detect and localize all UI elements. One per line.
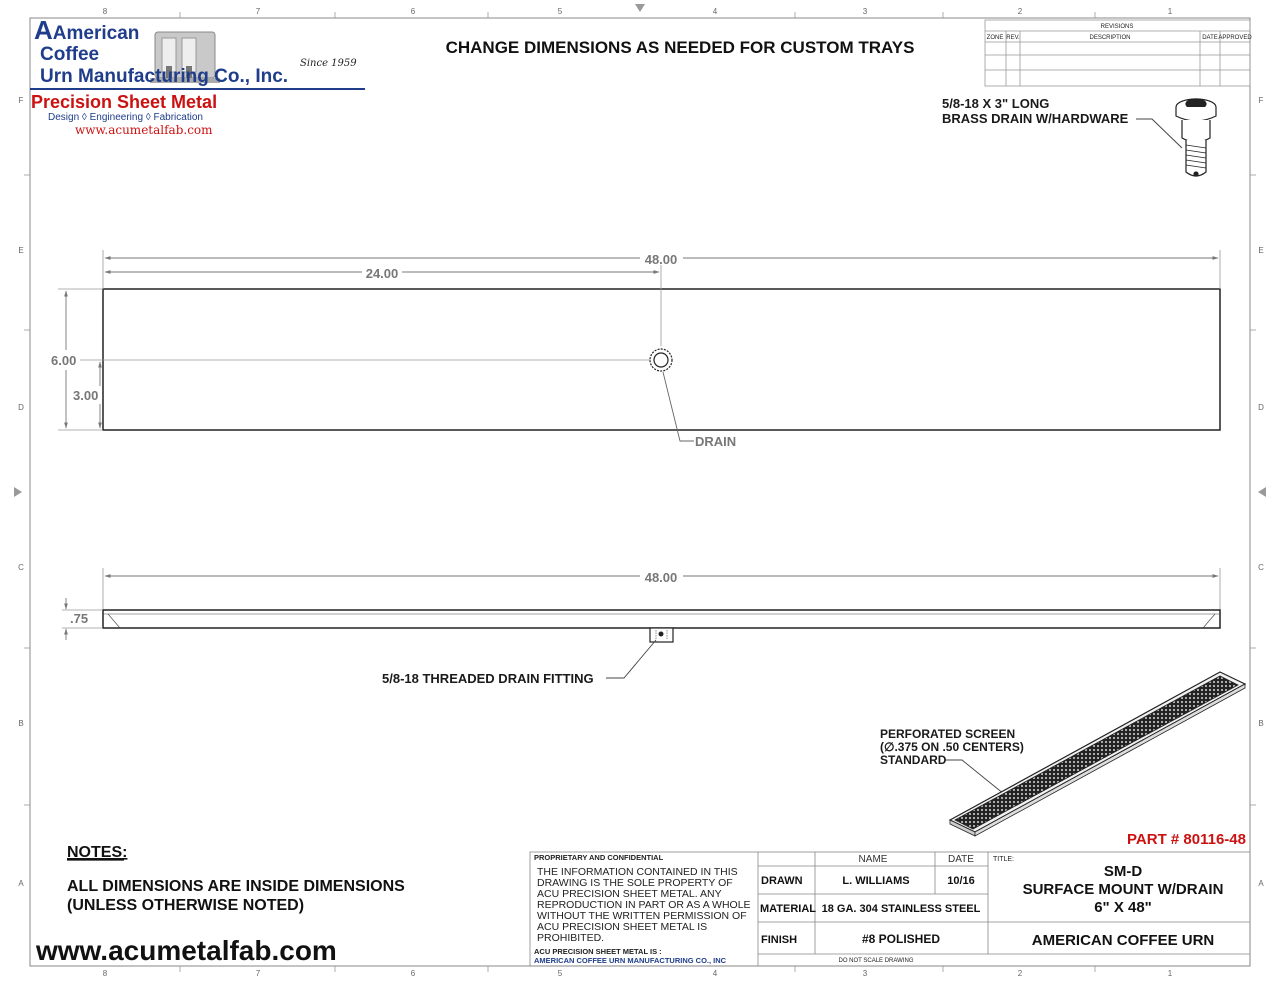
grid-zone-letter: D xyxy=(18,403,24,412)
grid-zone-letter: F xyxy=(1258,96,1264,105)
logo-since: Since 1959 xyxy=(300,58,357,69)
hardware-label-line2: BRASS DRAIN W/HARDWARE xyxy=(942,111,1129,126)
grid-zone-number: 4 xyxy=(712,7,718,16)
col-date: DATE xyxy=(948,854,974,865)
grid-zone-number: 3 xyxy=(862,7,868,16)
drain-label: DRAIN xyxy=(695,434,737,449)
proprietary-heading: PROPRIETARY AND CONFIDENTIAL xyxy=(534,853,664,862)
acu-company: AMERICAN COFFEE URN MANUFACTURING CO., INC xyxy=(534,956,727,965)
grid-zone-number: 7 xyxy=(255,7,261,16)
dim-drain-offset: 3.00 xyxy=(73,388,99,403)
grid-zone-number: 5 xyxy=(557,7,563,16)
col-name: NAME xyxy=(858,854,888,865)
logo-line1: American xyxy=(52,23,140,44)
grid-zone-number: 8 xyxy=(102,7,108,16)
grid-bottom-numbers xyxy=(103,969,1173,978)
footer-url: www.acumetalfab.com xyxy=(36,935,337,966)
logo-services: Design ◊ Engineering ◊ Fabrication xyxy=(48,112,203,123)
rev-col-date: DATE xyxy=(1202,35,1218,41)
hardware-label-line1: 5/8-18 X 3" LONG xyxy=(942,96,1050,111)
screen-label-line2: (∅.375 ON .50 CENTERS) xyxy=(880,740,1024,754)
notes-line1: ALL DIMENSIONS ARE INSIDE DIMENSIONS xyxy=(67,878,405,895)
logo-line2: Coffee xyxy=(40,44,100,65)
grid-zone-number: 6 xyxy=(410,7,416,16)
grid-zone-number: 8 xyxy=(102,969,108,978)
proprietary-line: REPRODUCTION IN PART OR AS A WHOLE xyxy=(537,899,751,911)
dim-length-top: 48.00 xyxy=(644,252,678,267)
company-name: AMERICAN COFFEE URN xyxy=(1031,932,1215,949)
proprietary-line: ACU PRECISION SHEET METAL IS xyxy=(537,921,708,933)
grid-zone-letter: A xyxy=(1258,879,1264,888)
drain-hole xyxy=(650,349,672,371)
dim-width: 6.00 xyxy=(51,353,77,368)
screen-label-line1: PERFORATED SCREEN xyxy=(880,727,1016,741)
grid-zone-number: 7 xyxy=(255,969,261,978)
finish-value: #8 POLISHED xyxy=(861,932,941,946)
proprietary-line: ACU PRECISION SHEET METAL. ANY xyxy=(537,888,722,900)
title-line2: SURFACE MOUNT W/DRAIN xyxy=(1022,881,1224,898)
grid-zone-number: 2 xyxy=(1017,7,1023,16)
dim-length-side: 48.00 xyxy=(644,570,678,585)
hardware-leader xyxy=(1136,119,1182,148)
material-value: 18 GA. 304 STAINLESS STEEL xyxy=(821,903,981,915)
grid-zone-number: 2 xyxy=(1017,969,1023,978)
drain-fitting-side xyxy=(650,628,673,642)
header-title: CHANGE DIMENSIONS AS NEEDED FOR CUSTOM TRAYS xyxy=(445,38,915,57)
proprietary-line: DRAWING IS THE SOLE PROPERTY OF xyxy=(537,877,733,889)
tray-outline-side xyxy=(103,610,1220,628)
dim-half-length: 24.00 xyxy=(365,266,399,281)
grid-zone-number: 1 xyxy=(1167,969,1173,978)
grid-zone-letter: B xyxy=(1258,719,1264,728)
logo-url: www.acumetalfab.com xyxy=(75,123,213,137)
material-label: MATERIAL xyxy=(760,903,817,915)
revisions-title: REVISIONS xyxy=(1100,24,1134,30)
do-not-scale: DO NOT SCALE DRAWING xyxy=(838,958,914,964)
tray-isometric-view xyxy=(950,672,1245,836)
title-label: TITLE: xyxy=(993,856,1015,863)
grid-zone-number: 3 xyxy=(862,969,868,978)
grid-zone-letter: C xyxy=(18,563,24,572)
grid-zone-letter: D xyxy=(1258,403,1264,412)
logo-line3: Urn Manufacturing Co., Inc. xyxy=(40,66,289,87)
title-line3: 6" X 48" xyxy=(1094,899,1152,916)
grid-zone-number: 1 xyxy=(1167,7,1173,16)
notes-line2: (UNLESS OTHERWISE NOTED) xyxy=(67,897,305,914)
drawn-label: DRAWN xyxy=(761,875,803,887)
rev-col-zone: ZONE xyxy=(986,35,1004,41)
notes-heading: NOTES: xyxy=(67,844,128,861)
grid-zone-letter: E xyxy=(18,246,24,255)
sheet-border xyxy=(30,18,1250,966)
rev-col-rev: REV. xyxy=(1006,35,1020,41)
tray-top-view xyxy=(51,250,1220,449)
grid-zone-letter: F xyxy=(18,96,24,105)
dim-height: .75 xyxy=(70,611,89,626)
tray-side-view xyxy=(62,568,1220,686)
drawn-date: 10/16 xyxy=(947,875,975,887)
rev-col-approved: APPROVED xyxy=(1218,35,1252,41)
company-logo xyxy=(30,15,365,137)
drawn-name: L. WILLIAMS xyxy=(842,875,910,887)
rev-col-description: DESCRIPTION xyxy=(1089,35,1131,41)
grid-zone-number: 5 xyxy=(557,969,563,978)
brass-drain-drawing xyxy=(1176,99,1216,176)
grid-zone-number: 4 xyxy=(712,969,718,978)
proprietary-text xyxy=(537,866,751,944)
grid-ticks xyxy=(24,12,1256,972)
proprietary-line: THE INFORMATION CONTAINED IN THIS xyxy=(537,866,738,878)
grid-zone-letter: B xyxy=(18,719,24,728)
grid-zone-letter: C xyxy=(1258,563,1264,572)
svg-text:AAmerican: AAmerican xyxy=(34,15,140,45)
fitting-label: 5/8-18 THREADED DRAIN FITTING xyxy=(382,671,594,686)
proprietary-line: PROHIBITED. xyxy=(537,932,605,944)
proprietary-line: WITHOUT THE WRITTEN PERMISSION OF xyxy=(537,910,747,922)
grid-zone-letter: A xyxy=(18,879,24,888)
logo-tagline: Precision Sheet Metal xyxy=(31,92,218,112)
acu-line: ACU PRECISION SHEET METAL IS : xyxy=(534,947,662,956)
title-line1: SM-D xyxy=(1103,863,1143,880)
grid-zone-number: 6 xyxy=(410,969,416,978)
screen-label-line3: STANDARD xyxy=(880,753,947,767)
part-number: PART # 80116-48 xyxy=(1127,831,1246,848)
grid-zone-letter: E xyxy=(1258,246,1264,255)
finish-label: FINISH xyxy=(761,934,798,946)
